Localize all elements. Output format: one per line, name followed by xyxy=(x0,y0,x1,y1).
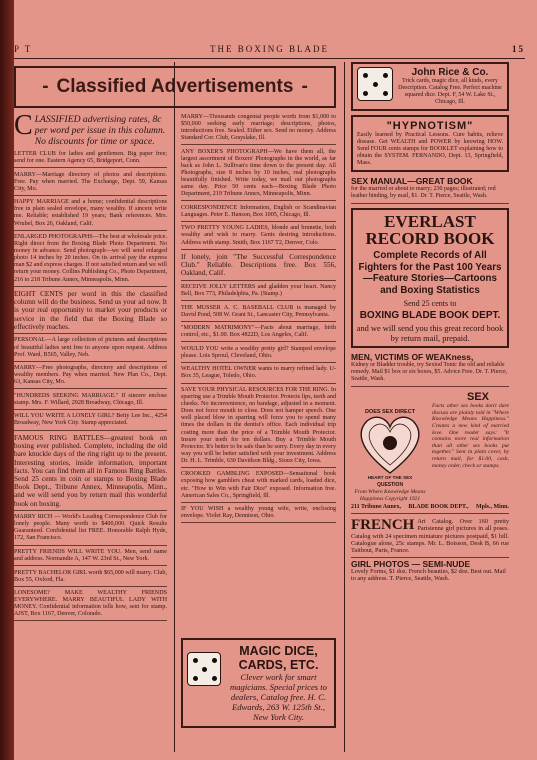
sex-footer xyxy=(351,504,509,510)
hypnotism-body: Easily learned by Practical Lessons. Cure habits, relieve disease. Get WEALTH and POWER by knowing HOW. Send FOUR cents stamps for BOOKLET explaining how to obtain the SYSTEM. FERNANDO, Dept. 13, Springfield, Mass. xyxy=(357,132,503,166)
classified-ad: FAMOUS RING BATTLES—greatest book on boxing ever published. Complete, including the old bare knuckle days of the ring right up to the present. Interesting stories, inside information, important facts. You can find them all in Famous Ring Battles. Send 25 cents in coin or stamps to Boxing Blade Book Dept., Tribune Annex, Minneapolis, Minn., and we will send you by return mail this wonderful book on boxing. xyxy=(14,434,167,511)
everlast-ad xyxy=(351,208,509,348)
sex-manual-body: for the married or about to marry; 230 pages; illustrated; red leather binding, by mail, $1. Dr. T. Pierce, Seattle, Wash. xyxy=(351,186,496,199)
classified-ad: "MODERN MATRIMONY"—Facts about marriage, birth control, etc., $1.00. Box 4822D, Los Angeles, Calif. xyxy=(181,325,336,342)
classified-ad: If lonely, join "The Successful Correspondence Club." Reliable. Descriptions free. Box 556, Oakland, Calif. xyxy=(181,253,336,281)
sex-foot-left: 211 Tribune Annex, xyxy=(351,504,401,511)
everlast-title: EVERLAST RECORD BOOK xyxy=(365,212,495,248)
page-number: 15 xyxy=(512,44,525,54)
classified-ad: WILL YOU WRITE A LONELY GIRL? Betty Lee Inc., 4254 Broadway, New York City. Stamp appreciated. xyxy=(14,413,167,430)
rice-title: John Rice & Co. xyxy=(411,67,489,78)
french-initial: FRENCH xyxy=(351,517,415,534)
men-ad xyxy=(351,352,509,387)
classified-ad: MARRY RICH — World's Leading Correspondence Club for lonely people. Many worth to $400,000. Quick Results Guaranteed. Confidential list FREE. Honorable Ralph Hyde, 172, San Francisco. xyxy=(14,514,167,545)
classified-ad: LONESOME? MAKE WEALTHY FRIENDS EVERYWHERE. MARRY BEAUTIFUL LADY WITH MONEY. Confidential information tells how, sent for stamp. AJST, Box 1167, Denver, Colorado. xyxy=(14,590,167,621)
sex-foot-right: Mpls., Minn. xyxy=(475,504,509,511)
french-body: Art Catalog. Over 160 pretty Parisienne girl pictures in all poses. Catalog with 24 specimen miniature pictures postpaid, $1 bill. Catalogue alone, 25c stamps. Mr. L. Boisson, Desk B, 66 rue Taitbout, Paris, France. xyxy=(351,518,509,554)
sex-foot-mid: BLADE BOOK DEPT., xyxy=(408,504,469,511)
sex-body: Facts other sex books don't dare discuss are plainly told in "Where Knowledge Means Happiness." Creates a new kind of married love. One reader says: "It contains more real information than all other sex books put together." Sent in plain cover, by return mail, for $1.00, cash, money order, check or stamps. xyxy=(432,403,509,469)
classified-ad: CROOKED GAMBLING EXPOSED—Sensational book exposing how gamblers cheat with marked cards, loaded dice, etc. "How to Win with Fair Dice" exposed. Information free. American Sales Co., Springfield, Ill. xyxy=(181,471,336,502)
hypnotism-title: "HYPNOTISM" xyxy=(386,120,474,132)
sex-book-ad xyxy=(351,391,509,514)
everlast-line3: BOXING BLADE BOOK DEPT. xyxy=(359,310,501,321)
sex-title: SEX xyxy=(466,391,489,404)
classified-ad: EIGHT CENTS per word in this the classified column will do the business. Send us your ad now. It is your real opportunity to market your products or service in the field that the Boxing Blade so effectively reaches. xyxy=(14,290,167,334)
everlast-line2: Send 25 cents to xyxy=(403,299,457,308)
classified-ad: HAPPY MARRIAGE and a home; confidential descriptions free in plain sealed envelope, many wealthy. If sincere write me. Reliable; established 19 years; Bank references. Mrs. Wrubel, Box 26, Oakland, Calif. xyxy=(14,199,167,230)
section-title-box: - Classified Advertisements - xyxy=(14,66,336,108)
classified-ad: PRETTY FRIENDS WILL WRITE YOU. Men, send name and address. Normandie A, 147 W. 23rd St., New York. xyxy=(14,549,167,566)
magic-dice-ad xyxy=(181,634,336,752)
classified-ad: WEALTHY HOTEL OWNER wants to marry refined lady. U-Box 35, League, Toledo, Ohio. xyxy=(181,366,336,383)
everlast-line1: Complete Records of All Fighters for the Past 100 Years—Feature Stories—Cartoons and Boxing Statistics xyxy=(358,250,502,296)
svg-text:DOES SEX DIRECT: DOES SEX DIRECT xyxy=(364,409,416,416)
hypnotism-ad xyxy=(351,115,509,172)
column-divider xyxy=(174,62,175,752)
classified-ad: WOULD YOU write a wealthy pretty girl? Stamped envelope please. Lois Sproul, Cleveland, Ohio. xyxy=(181,346,336,363)
classified-ad: ANY BOXER'S PHOTOGRAPH—We have them all, the largest assortment of Boxers' Photographs in the world, as far back as John L. Sullivan's time down to the present day. All Photographs, size 8 inches by 10 inches, real photographs beautifully finished. Write today, we mail out photographs same day. Price 50 cents each—Boxing Blade Photo Department, 219 Tribune Annex, Minneapolis, Minn. xyxy=(181,149,336,202)
everlast-line4: and we will send you this great record book by return mail, prepaid. xyxy=(356,324,504,343)
classified-ad: PERSONAL—A large collection of pictures and descriptions of beautiful ladies sent free to anyone upon request. Address Prof. Ward, B565, Valley, Neb. xyxy=(14,337,167,361)
column-middle xyxy=(181,114,336,634)
classified-ad: TWO PRETTY YOUNG LADIES, blonde and brunette, both wealthy and wish to marry. Gents desiring introductions. Address with stamp. Smith, Box 1167 T2, Denver, Colo. xyxy=(181,225,336,249)
classified-ad: ENLARGED PHOTOGRAPHS—The best at wholesale price. Right direct from the Boxing Blade Photo Department. No money in advance. Send photograph—we will send enlarged photo 14 inches by 20 inches. On its arrival pay the express man $2 and express charges. If not satisfied return and we will return your money. Collins Publishing Co., Photo Department, 216 to 218 Tribune Annex, Minneapolis, Minn. xyxy=(14,234,167,287)
classified-ad: PRETTY BACHELOR GIRL worth $65,000 will marry. Club, Box 55, Oxford, Fla. xyxy=(14,570,167,587)
svg-text:QUESTION: QUESTION xyxy=(376,482,404,489)
column-divider xyxy=(344,62,345,752)
classified-ad: MARRY—Marriage directory of photos and descriptions. Free. Pay when married. The Exchange, Dept. 59, Kansas City, Mo. xyxy=(14,172,167,196)
classified-ad: IF YOU WISH a wealthy young wife, write, enclosing envelope. Violet Ray, Dennison, Ohio. xyxy=(181,506,336,523)
header-rule xyxy=(14,58,525,59)
heart-seal-illustration xyxy=(351,403,429,489)
magic-body: Clever work for smart magicians. Special prices to dealers, Catalog free. H. C. Edwards, 263 W. 125th St., New York City. xyxy=(230,672,327,722)
column-right xyxy=(351,62,509,754)
classified-ad: CORRESPONDENCE Information, English or Scandinavian Languages. Peter E. Hanson, Box 1005, Chicago, Ill. xyxy=(181,205,336,222)
men-title: MEN, VICTIMS OF WEAKness, xyxy=(351,352,474,363)
classified-ad: THE MUSSER A. C. BASEBALL CLUB is managed by David Pond, 508 W. Grant St., Lancaster City, Pennsylvania. xyxy=(181,305,336,322)
sex-caption: From Where Knowledge Means Happiness Copyright 1921 xyxy=(354,489,426,502)
classified-ad: LETTER CLUB for ladies and gentlemen. Big paper free; send for one. Eastern Agency 65, Bridgeport, Conn. xyxy=(14,151,167,168)
classified-ad: MARRY—Thousands congenial people worth from $1,000 to $50,000 seeking early marriage; descriptions, photos, introductions free. Sealed. Either sex. Send no money. Address Standard Cor. Club, Grayslake, Ill. xyxy=(181,114,336,145)
rate-dropcap: C xyxy=(14,114,33,141)
magazine-title: THE BOXING BLADE xyxy=(210,44,329,54)
header-mark: P T xyxy=(14,44,33,54)
girl-photos-body: Lovely Forms, $1 doz. French beauties, $2 doz. Best out. Mail to any address. T. Pierce, Seattle, Wash. xyxy=(351,567,506,583)
classified-ad: SAVE YOUR PHYSICAL RESOURCES FOR THE RING. In sparring use a Trimble Mouth Protector. Protects lips, teeth and cheeks. No inconvenience, no bandage, adjusted in a moment. Does not force mouth to close. Does not hamper speech. One well placed blow in sparring will force you to spend many times the dollars in the dentist's office. Each individual trip costing more than the price of a Trimble Mouth Protector. Insure your teeth for ten dollars. Buy a Trimble Mouth Protector. It's better to be safe than be sorry. Every day in every way you will be better satisfied with your investment. Address Dr. H. L. Trimble, 630 Davidson Bldg., Sioux City, Iowa. xyxy=(181,387,336,468)
rate-notice xyxy=(14,114,167,147)
sex-manual-title: SEX MANUAL—GREAT BOOK xyxy=(351,176,473,186)
classified-ad: MARRY—Free photographs, directory and descriptions of wealthy members. Pay when married. New Plan Co., Dept. 63, Kansas City, Mo. xyxy=(14,365,167,389)
sex-manual-ad xyxy=(351,176,509,204)
girl-photos-ad xyxy=(351,558,509,583)
dice-icon xyxy=(187,652,221,686)
classified-ad: RECEIVE JOLLY LETTERS and gladden your heart. Nancy Bell, Box 773, Philadelphia, Pa. (Stamp.) xyxy=(181,284,336,301)
magic-box xyxy=(181,638,336,728)
rate-text: LASSIFIED advertising rates, 8c per word per issue in this column. No discounts for time or space. xyxy=(34,114,166,147)
section-title: Classified Advertisements xyxy=(56,76,294,97)
girl-photos-title: GIRL PHOTOS — SEMI-NUDE xyxy=(351,558,471,569)
french-art-ad xyxy=(351,518,509,557)
rice-body: Trick cards, magic dice, all kinds, every Description. Catalog Free. Perfect machine squared dice. Dept. F, 54 W. Lake St., Chicago, Ill. xyxy=(398,78,502,105)
column-left xyxy=(14,114,167,754)
page-header xyxy=(14,44,525,58)
magic-title: MAGIC DICE, CARDS, ETC. xyxy=(238,644,319,672)
men-body: Kidney or Bladder trouble, try Sexiod Tonic the old and reliable remedy. Mail $1 box or six boxes, $5. Advice Free. Dr. T. Pierce, Seattle, Wash. xyxy=(351,362,508,383)
svg-text:HEART OF THE SEX: HEART OF THE SEX xyxy=(367,475,413,481)
binding-spine xyxy=(0,0,14,760)
dice-icon xyxy=(357,67,393,101)
rice-ad xyxy=(351,62,509,111)
classified-ad: "HUNDREDS SEEKING MARRIAGE." If sincere enclose stamp. Mrs. F. Willard, 2928 Broadway, Chicago, Ill. xyxy=(14,393,167,410)
